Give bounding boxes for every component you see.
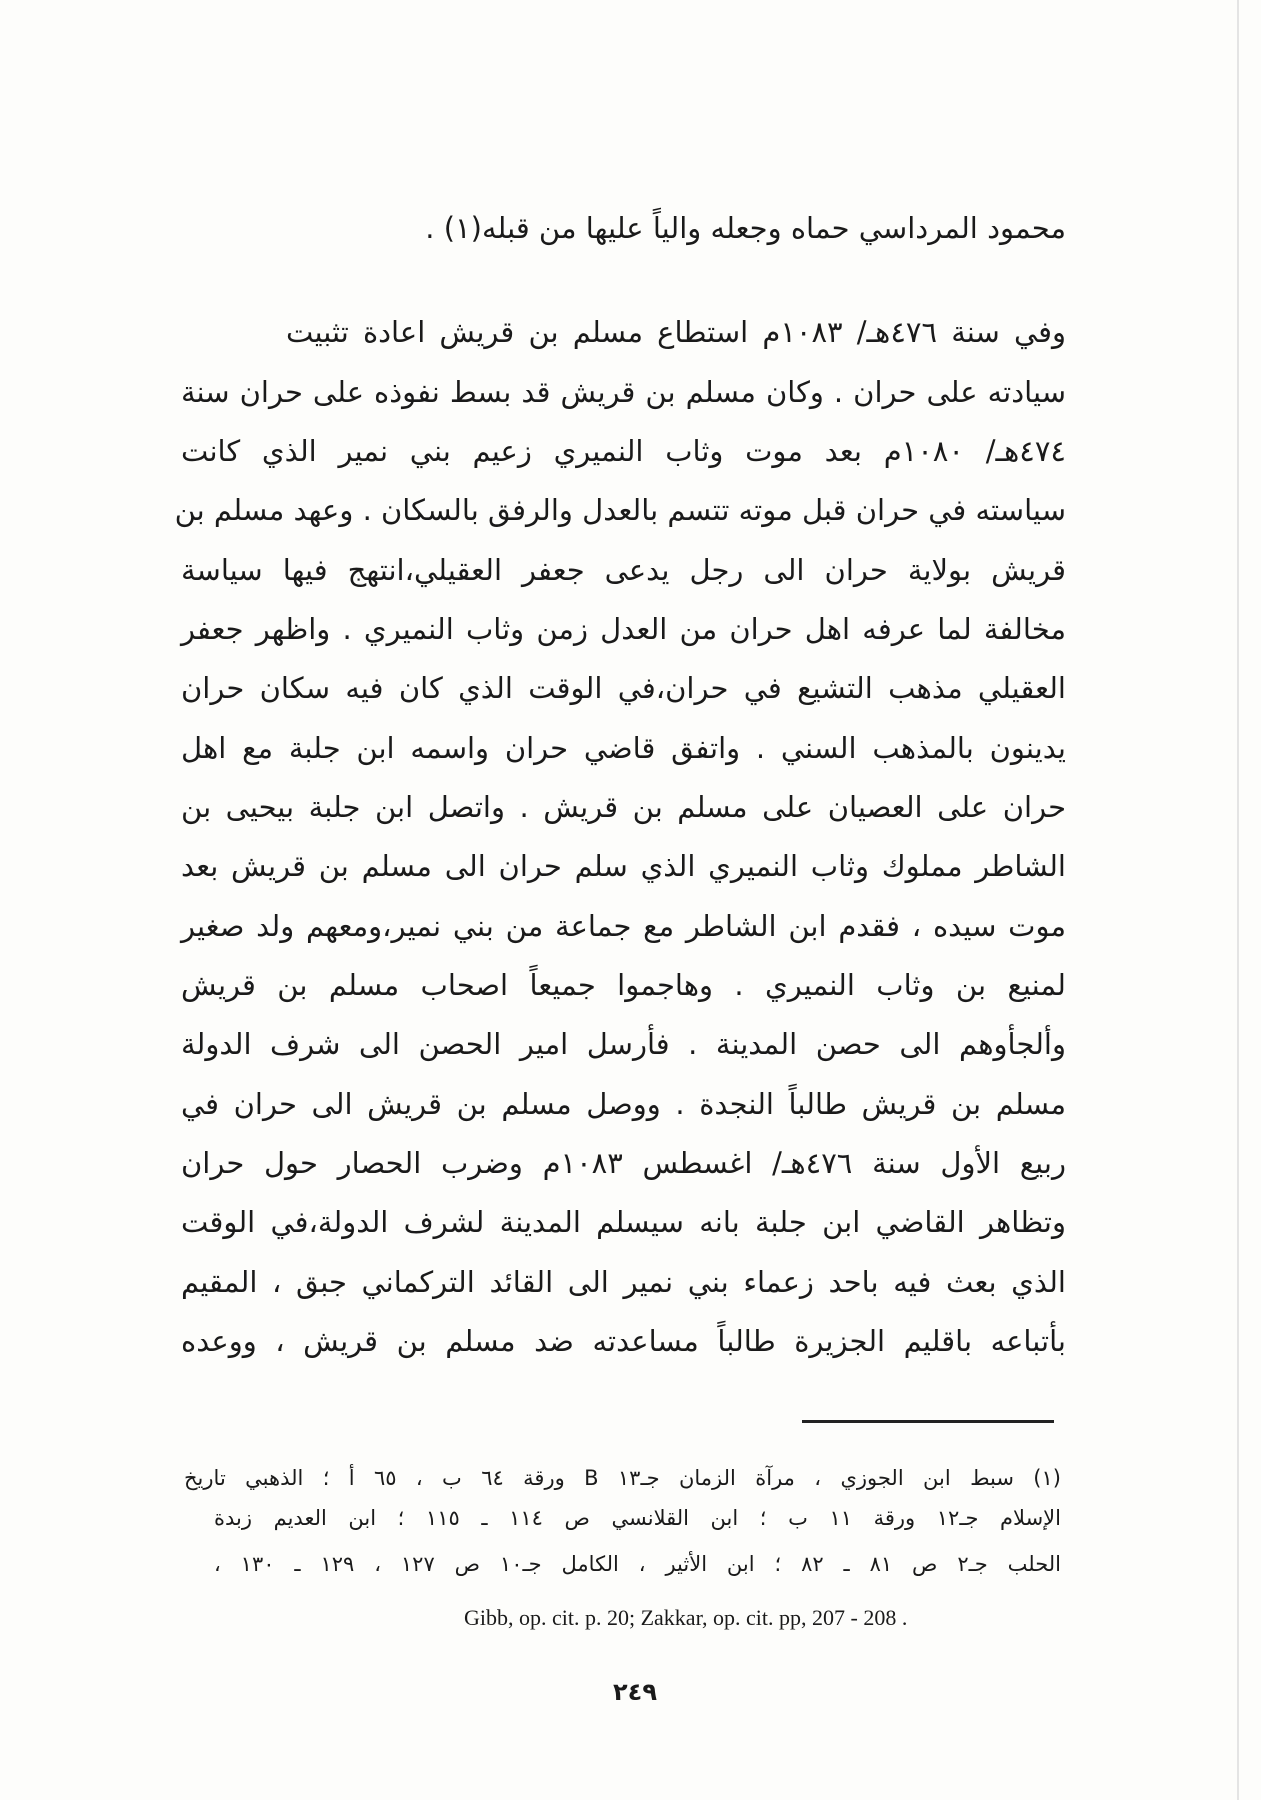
body-line: الذي بعث فيه باحد زعماء بني نمير الى القائد التركماني جبق ، المقيم [181,1265,1066,1299]
footnote-separator [802,1420,1054,1423]
body-line: حران على العصيان على مسلم بن قريش . واتصل ابن جلبة بيحيى بن [181,790,1066,824]
body-line: العقيلي مذهب التشيع في حران،في الوقت الذي كان فيه سكان حران [181,671,1066,705]
body-line: يدينون بالمذهب السني . واتفق قاضي حران واسمه ابن جلبة مع اهل [181,731,1066,765]
scan-edge [1237,0,1239,1800]
body-line: سيادته على حران . وكان مسلم بن قريش قد بسط نفوذه على حران سنة [181,375,1066,409]
body-line: وتظاهر القاضي ابن جلبة بانه سيسلم المدينة لشرف الدولة،في الوقت [181,1205,1066,1239]
footnote-line: الإسلام جـ١٢ ورقة ١١ ب ؛ ابن القلانسي ص ١١٤ ـ ١١٥ ؛ ابن العديم زبدة [214,1506,1061,1530]
body-line: محمود المرداسي حماه وجعله والياً عليها من قبله(١) . [425,211,1066,245]
footnote-latin-reference: Gibb, op. cit. p. 20; Zakkar, op. cit. pp, 207 - 208 . [464,1605,908,1630]
body-line: موت سيده ، فقدم ابن الشاطر مع جماعة من بني نمير،ومعهم ولد صغير [181,909,1066,943]
body-line: قريش بولاية حران الى رجل يدعى جعفر العقيلي،انتهج فيها سياسة [181,553,1066,587]
footnote-line: (١) سبط ابن الجوزي ، مرآة الزمان جـ١٣ B ورقة ٦٤ ب ، ٦٥ أ ؛ الذهبي تاريخ [184,1466,1061,1490]
body-line: وفي سنة ٤٧٦هـ/ ١٠٨٣م استطاع مسلم بن قريش اعادة تثبيت [286,315,1067,349]
body-line: بأتباعه باقليم الجزيرة طالباً مساعدته ضد مسلم بن قريش ، ووعده [181,1324,1066,1358]
body-line: ٤٧٤هـ/ ١٠٨٠م بعد موت وثاب النميري زعيم بني نمير الذي كانت [181,434,1066,468]
body-line: وألجأوهم الى حصن المدينة . فأرسل امير الحصن الى شرف الدولة [181,1027,1066,1061]
body-line: ربيع الأول سنة ٤٧٦هـ/ اغسطس ١٠٨٣م وضرب الحصار حول حران [181,1146,1067,1180]
body-line: لمنيع بن وثاب النميري . وهاجموا جميعاً اصحاب مسلم بن قريش [181,968,1066,1002]
body-line: مسلم بن قريش طالباً النجدة . ووصل مسلم بن قريش الى حران في [181,1087,1066,1121]
body-line: مخالفة لما عرفه اهل حران من العدل زمن وثاب النميري . واظهر جعفر [181,612,1066,646]
page-number: ٢٤٩ [613,1678,657,1706]
body-line: سياسته في حران قبل موته تتسم بالعدل والرفق بالسكان . وعهد مسلم بن [174,493,1066,527]
footnote-line: الحلب جـ٢ ص ٨١ ـ ٨٢ ؛ ابن الأثير ، الكامل جـ١٠ ص ١٢٧ ، ١٢٩ ـ ١٣٠ ، [214,1552,1061,1576]
body-line: الشاطر مملوك وثاب النميري الذي سلم حران الى مسلم بن قريش بعد [181,849,1066,883]
